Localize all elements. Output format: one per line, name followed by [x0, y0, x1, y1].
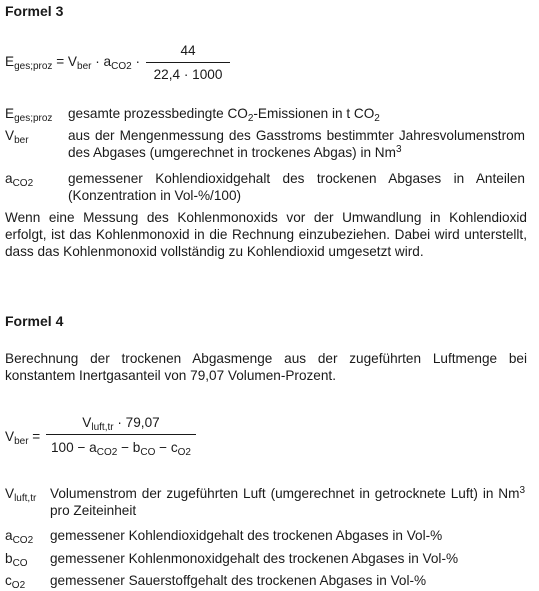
- formel4-def-co2: [5, 572, 525, 589]
- formel4-intro: Berechnung der trockenen Abgasmenge aus der zugeführten Luftmenge bei konstantem Inertgasanteil von 79,07 Volumen-Prozent.: [5, 351, 527, 383]
- formel3-def-egesproz: [5, 105, 525, 122]
- formel3-eq-v: = V: [56, 54, 78, 69]
- def-text: gemessener Kohlendioxidgehalt des trockenen Abgases in Anteilen (Konzentration in Vol-%/100): [68, 171, 525, 203]
- formel3-lhs-sub: ges;proz: [14, 61, 53, 72]
- def-text: Volumenstrom der zugeführten Luft (umgerechnet in getrocknete Luft) in Nm$^3$ pro Zeiteinheit: [50, 485, 525, 518]
- def-symbol: $a_{CO2}$: [5, 171, 34, 189]
- def-symbol: $V_{ber}$: [5, 128, 29, 146]
- formel3-fraction-bar: [146, 62, 230, 63]
- formel3-equation-lhs: [5, 53, 140, 70]
- formel3-denominator: 22,4 · 1000: [153, 67, 223, 82]
- formel3-numerator: 44: [180, 43, 196, 58]
- formel4-eq: =: [28, 429, 41, 444]
- def-text: gemessener Sauerstoffgehalt des trockenen Abgases in Vol-%: [50, 573, 427, 588]
- formel3-def-vber: [5, 127, 525, 161]
- formel4-denominator: $100 - a_{CO2} - b_{CO} - c_{O2}$: [51, 440, 191, 458]
- formel4-fraction: [46, 412, 196, 460]
- formel4-def-bco: [5, 550, 525, 567]
- formel3-heading: Formel 3: [5, 3, 64, 19]
- formel3-fraction: [146, 40, 230, 84]
- formel4-def-vlufttr: [5, 485, 525, 519]
- def-symbol: $a_{CO2}$: [5, 528, 34, 546]
- formel3-eq-a: · a: [91, 54, 112, 69]
- formel4-heading: Formel 4: [5, 313, 64, 329]
- formel3-lhs-symbol: E: [5, 54, 15, 69]
- def-text: aus der Mengenmessung des Gasstroms bestimmter Jahresvolumenstrom des Abgases (umgerechnet in trockenes Abgas) in Nm$^3$: [68, 128, 525, 160]
- formel4-numerator: $V_{luft,tr} \cdot 79,07$: [82, 415, 160, 433]
- formel4-lhs-symbol: V: [5, 429, 15, 444]
- def-symbol: $E_{ges;proz}$: [5, 106, 53, 124]
- def-symbol: $V_{luft,tr}$: [5, 486, 37, 504]
- def-text: gemessener Kohlendioxidgehalt des trockenen Abgases in Vol-%: [50, 528, 443, 543]
- formel4-lhs-sub: ber: [14, 436, 29, 447]
- formel4-def-aco2: [5, 527, 525, 544]
- formel3-def-aco2: [5, 170, 525, 204]
- formel3-eq-a-sub: CO2: [111, 61, 132, 72]
- formel4-fraction-bar: [46, 434, 196, 435]
- def-text: gesamte prozessbedingte $CO_2$-Emissionen in t $CO_2$: [68, 106, 380, 124]
- def-symbol: $b_{CO}$: [5, 551, 28, 569]
- def-text: gemessener Kohlenmonoxidgehalt des trockenen Abgases in Vol-%: [50, 551, 459, 566]
- formel3-paragraph: Wenn eine Messung des Kohlenmonoxids vor der Umwandlung in Kohlendioxid erfolgt, ist das Kohlenmonoxid in die Rechnung einzubeziehen. Dabei wird unterstellt, dass das Kohlenmonoxid vollständig zu Kohlendioxid umgesetzt wird.: [5, 210, 527, 259]
- formel3-eq-dot: ·: [131, 54, 140, 69]
- formel3-eq-v-sub: ber: [77, 61, 92, 72]
- def-symbol: $c_{O2}$: [5, 573, 26, 591]
- formel4-equation-lhs: [5, 428, 40, 445]
